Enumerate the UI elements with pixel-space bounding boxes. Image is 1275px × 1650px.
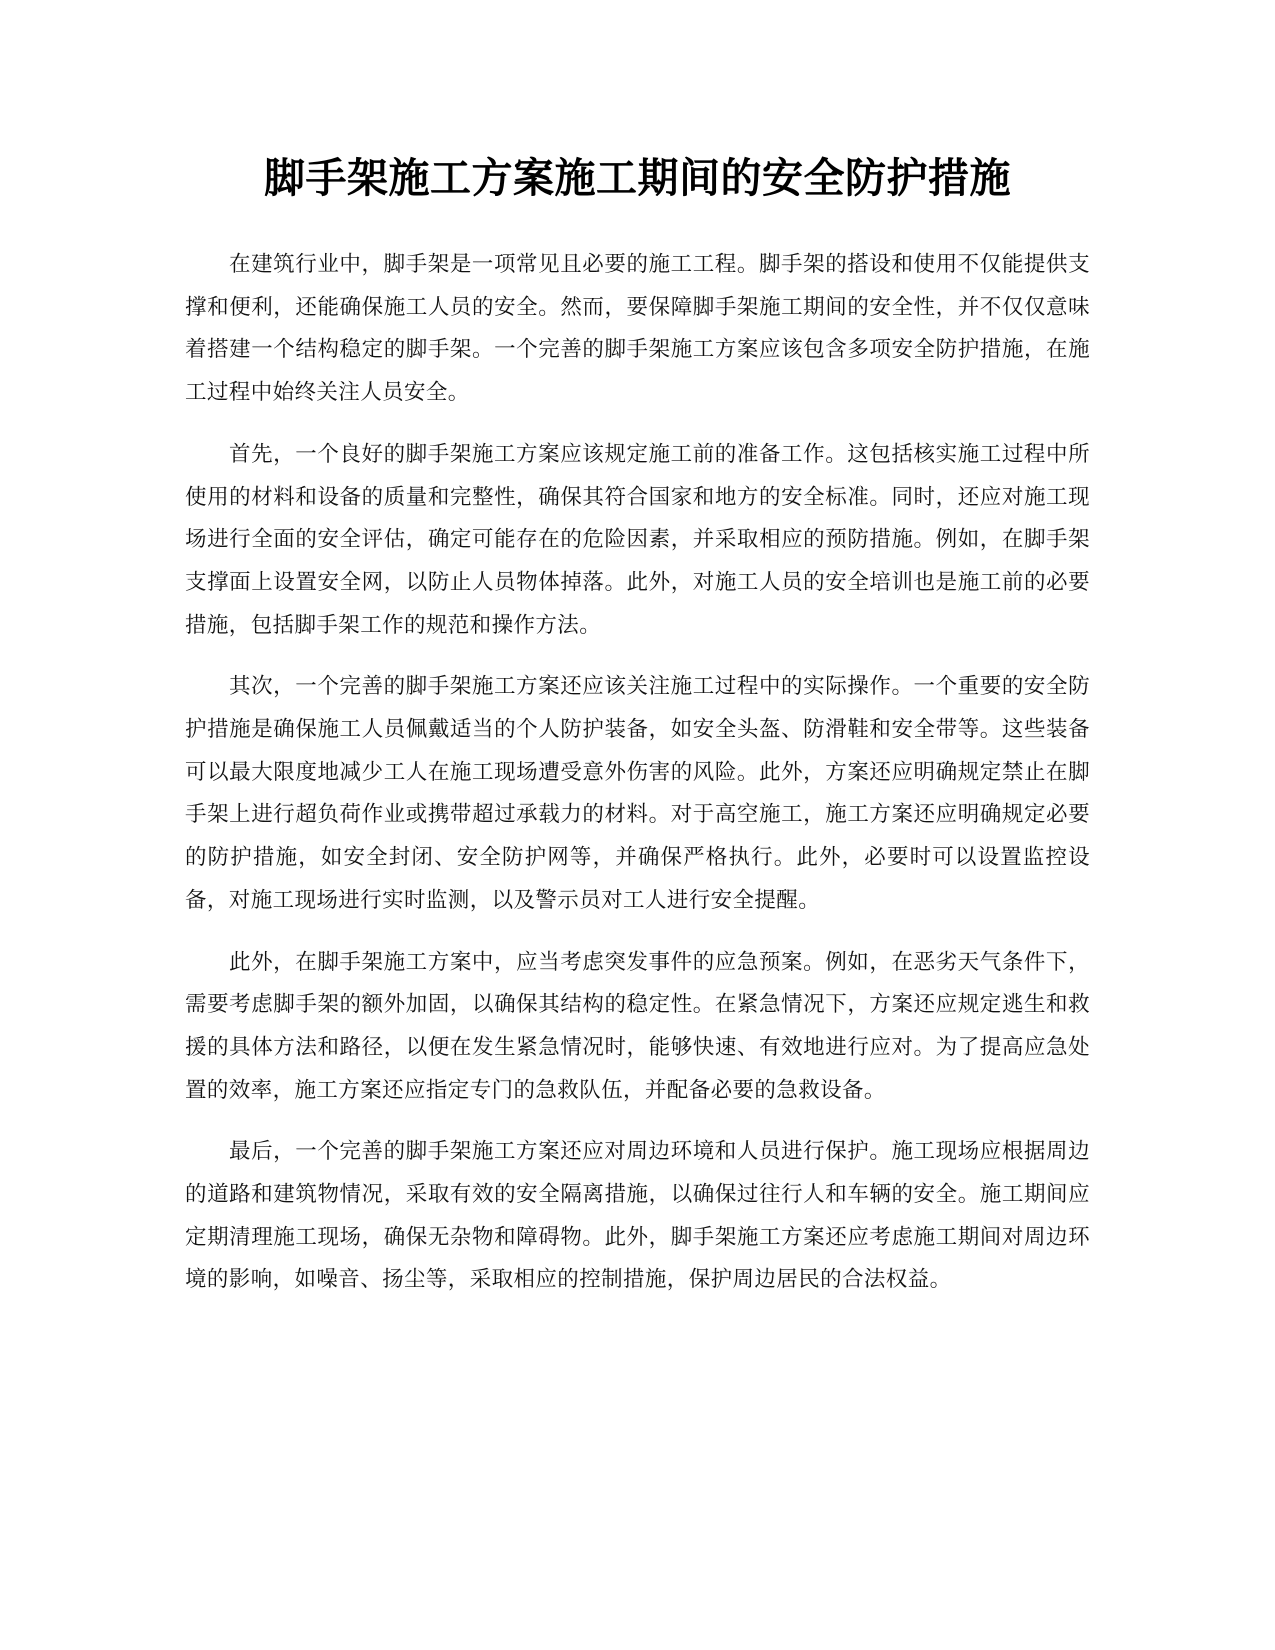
document-body (185, 244, 1090, 1321)
page-title: 脚手架施工方案施工期间的安全防护措施 (264, 154, 1011, 202)
paragraph-intro: 在建筑行业中，脚手架是一项常见且必要的施工工程。脚手架的搭设和使用不仅能提供支撑和便利，还能确保施工人员的安全。然而，要保障脚手架施工期间的安全性，并不仅仅意味着搭建一个结构稳定的脚手架。一个完善的脚手架施工方案应该包含多项安全防护措施，在施工过程中始终关注人员安全。 (185, 252, 1090, 406)
paragraph-preparation: 首先，一个良好的脚手架施工方案应该规定施工前的准备工作。这包括核实施工过程中所使用的材料和设备的质量和完整性，确保其符合国家和地方的安全标准。同时，还应对施工现场进行全面的安全评估，确定可能存在的危险因素，并采取相应的预防措施。例如，在脚手架支撑面上设置安全网，以防止人员物体掉落。此外，对施工人员的安全培训也是施工前的必要措施，包括脚手架工作的规范和操作方法。 (185, 441, 1090, 638)
paragraph-operation: 其次，一个完善的脚手架施工方案还应该关注施工过程中的实际操作。一个重要的安全防护措施是确保施工人员佩戴适当的个人防护装备，如安全头盔、防滑鞋和安全带等。这些装备可以最大限度地减少工人在施工现场遭受意外伤害的风险。此外，方案还应明确规定禁止在脚手架上进行超负荷作业或携带超过承载力的材料。对于高空施工，施工方案还应明确规定必要的防护措施，如安全封闭、安全防护网等，并确保严格执行。此外，必要时可以设置监控设备，对施工现场进行实时监测，以及警示员对工人进行安全提醒。 (185, 674, 1090, 913)
paragraph-environment: 最后，一个完善的脚手架施工方案还应对周边环境和人员进行保护。施工现场应根据周边的道路和建筑物情况，采取有效的安全隔离措施，以确保过往行人和车辆的安全。施工期间应定期清理施工现场，确保无杂物和障碍物。此外，脚手架施工方案还应考虑施工期间对周边环境的影响，如噪音、扬尘等，采取相应的控制措施，保护周边居民的合法权益。 (185, 1139, 1090, 1293)
paragraph-emergency: 此外，在脚手架施工方案中，应当考虑突发事件的应急预案。例如，在恶劣天气条件下，需要考虑脚手架的额外加固，以确保其结构的稳定性。在紧急情况下，方案还应规定逃生和救援的具体方法和路径，以便在发生紧急情况时，能够快速、有效地进行应对。为了提高应急处置的效率，施工方案还应指定专门的急救队伍，并配备必要的急救设备。 (185, 949, 1090, 1103)
